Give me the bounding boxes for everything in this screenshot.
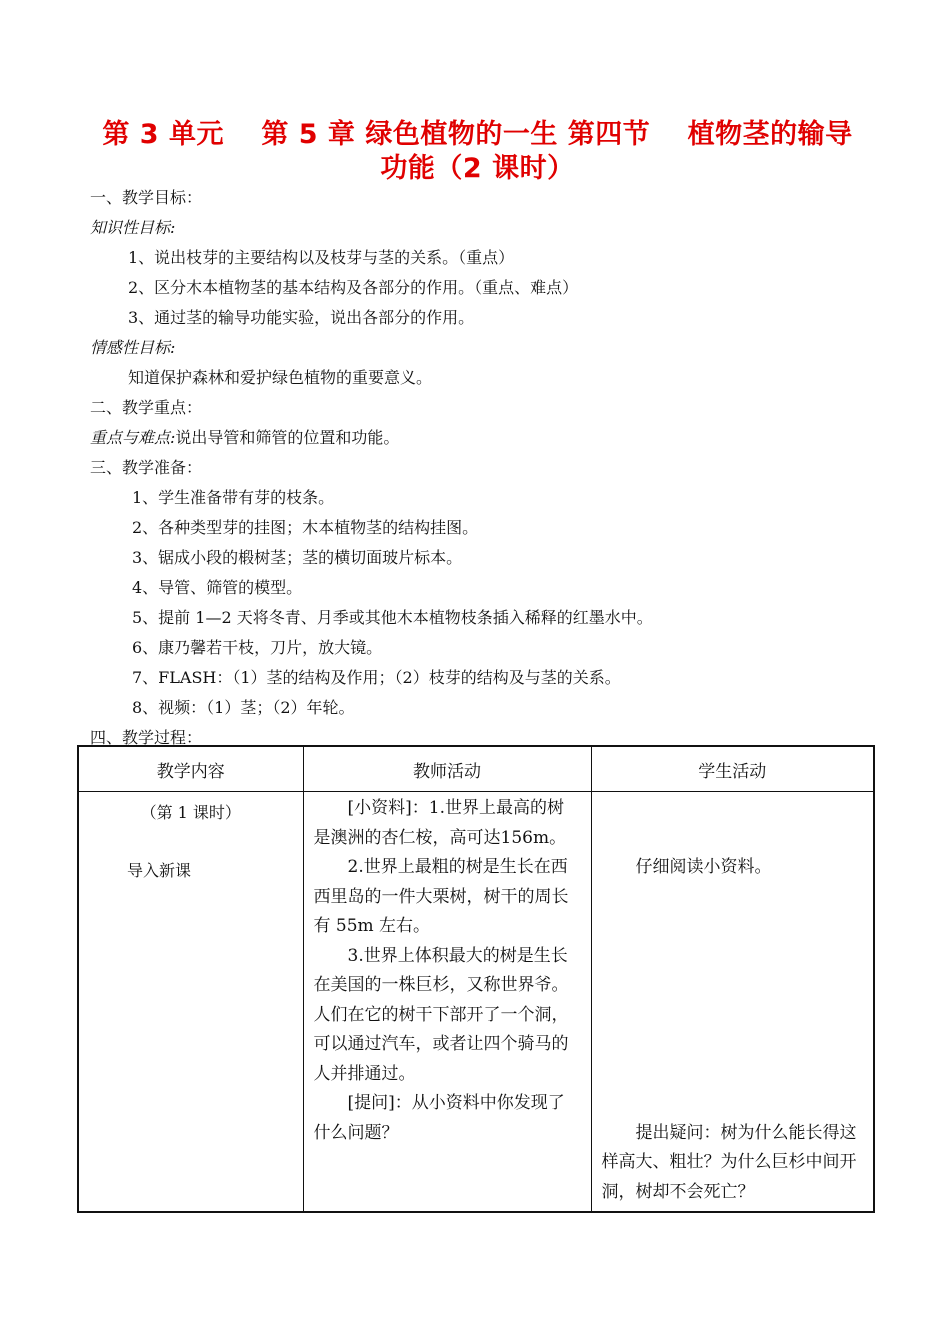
knowledge-item: 1、说出枝芽的主要结构以及枝芽与茎的关系。（重点）: [128, 248, 515, 267]
spacer: [602, 883, 864, 1119]
knowledge-item: 2、区分木本植物茎的基本结构及各部分的作用。（重点、难点）: [128, 278, 579, 297]
prep-item: 4、导管、筛管的模型。: [132, 578, 303, 597]
knowledge-item: 3、通过茎的输导功能实验，说出各部分的作用。: [128, 308, 475, 327]
focus-label: 重点与难点:: [90, 428, 176, 447]
header-content: 教学内容: [78, 746, 303, 792]
teacher-paragraph: 3.世界上体积最大的树是生长在美国的一株巨杉，又称世界爷。人们在它的树干下部开了一个洞，可以通过汽车，或者让四个骑马的人并排通过。: [313, 945, 569, 1084]
prep-item: 5、提前 1—2 天将冬青、月季或其他木本植物枝条插入稀释的红墨水中。: [132, 608, 653, 627]
focus-heading: 二、教学重点：: [90, 398, 203, 417]
document-body: [90, 183, 870, 753]
spacer: [602, 794, 864, 853]
focus-line: [90, 423, 870, 453]
prep-item: 1、学生准备带有芽的枝条。: [132, 488, 335, 507]
focus-text: 说出导管和筛管的位置和功能。: [175, 428, 400, 447]
prep-item: 8、视频：（1）茎；（2）年轮。: [132, 698, 355, 717]
document-title: [90, 118, 865, 186]
process-heading: 四、教学过程：: [90, 728, 203, 747]
teacher-cell: [303, 792, 591, 1213]
content-cell: [78, 792, 303, 1213]
student-paragraph: 提出疑问：树为什么能长得这样高大、粗壮？为什么巨杉中间开洞，树却不会死亡？: [601, 1122, 857, 1202]
prep-item: 6、康乃馨若干枝，刀片，放大镜。: [132, 638, 383, 657]
prep-heading: 三、教学准备：: [90, 458, 203, 477]
title-line-1: 第 3 单元 第 5 章 绿色植物的一生 第四节 植物茎的输导: [102, 119, 853, 150]
header-student: 学生活动: [591, 746, 874, 792]
goals-heading: 一、教学目标：: [90, 188, 203, 207]
period-label: （第 1 课时）: [140, 803, 241, 822]
teacher-paragraph: [提问]：从小资料中你发现了什么问题？: [313, 1093, 565, 1143]
header-teacher: 教师活动: [303, 746, 591, 792]
teacher-paragraph: [小资料]：1.世界上最高的树是澳洲的杏仁桉，高可达156m。: [313, 798, 567, 848]
prep-item: 7、FLASH：（1）茎的结构及作用；（2）枝芽的结构及与茎的关系。: [132, 668, 621, 687]
emotion-heading: 情感性目标:: [90, 338, 176, 357]
table-header-row: [78, 746, 874, 792]
prep-item: 2、各种类型芽的挂图；木本植物茎的结构挂图。: [132, 518, 479, 537]
student-cell: [591, 792, 874, 1213]
title-line-2: 功能（2 课时）: [380, 153, 575, 184]
teacher-paragraph: 2.世界上最粗的树是生长在西西里岛的一件大栗树，树干的周长有 55m 左右。: [313, 857, 569, 936]
spacer: [89, 827, 293, 856]
knowledge-heading: 知识性目标:: [90, 218, 176, 237]
table-row: [78, 792, 874, 1213]
prep-item: 3、锯成小段的椴树茎；茎的横切面玻片标本。: [132, 548, 463, 567]
teaching-process-table: [77, 745, 875, 1213]
student-paragraph: 仔细阅读小资料。: [635, 857, 772, 877]
topic-label: 导入新课: [127, 861, 192, 880]
emotion-text: 知道保护森林和爱护绿色植物的重要意义。: [128, 368, 433, 387]
